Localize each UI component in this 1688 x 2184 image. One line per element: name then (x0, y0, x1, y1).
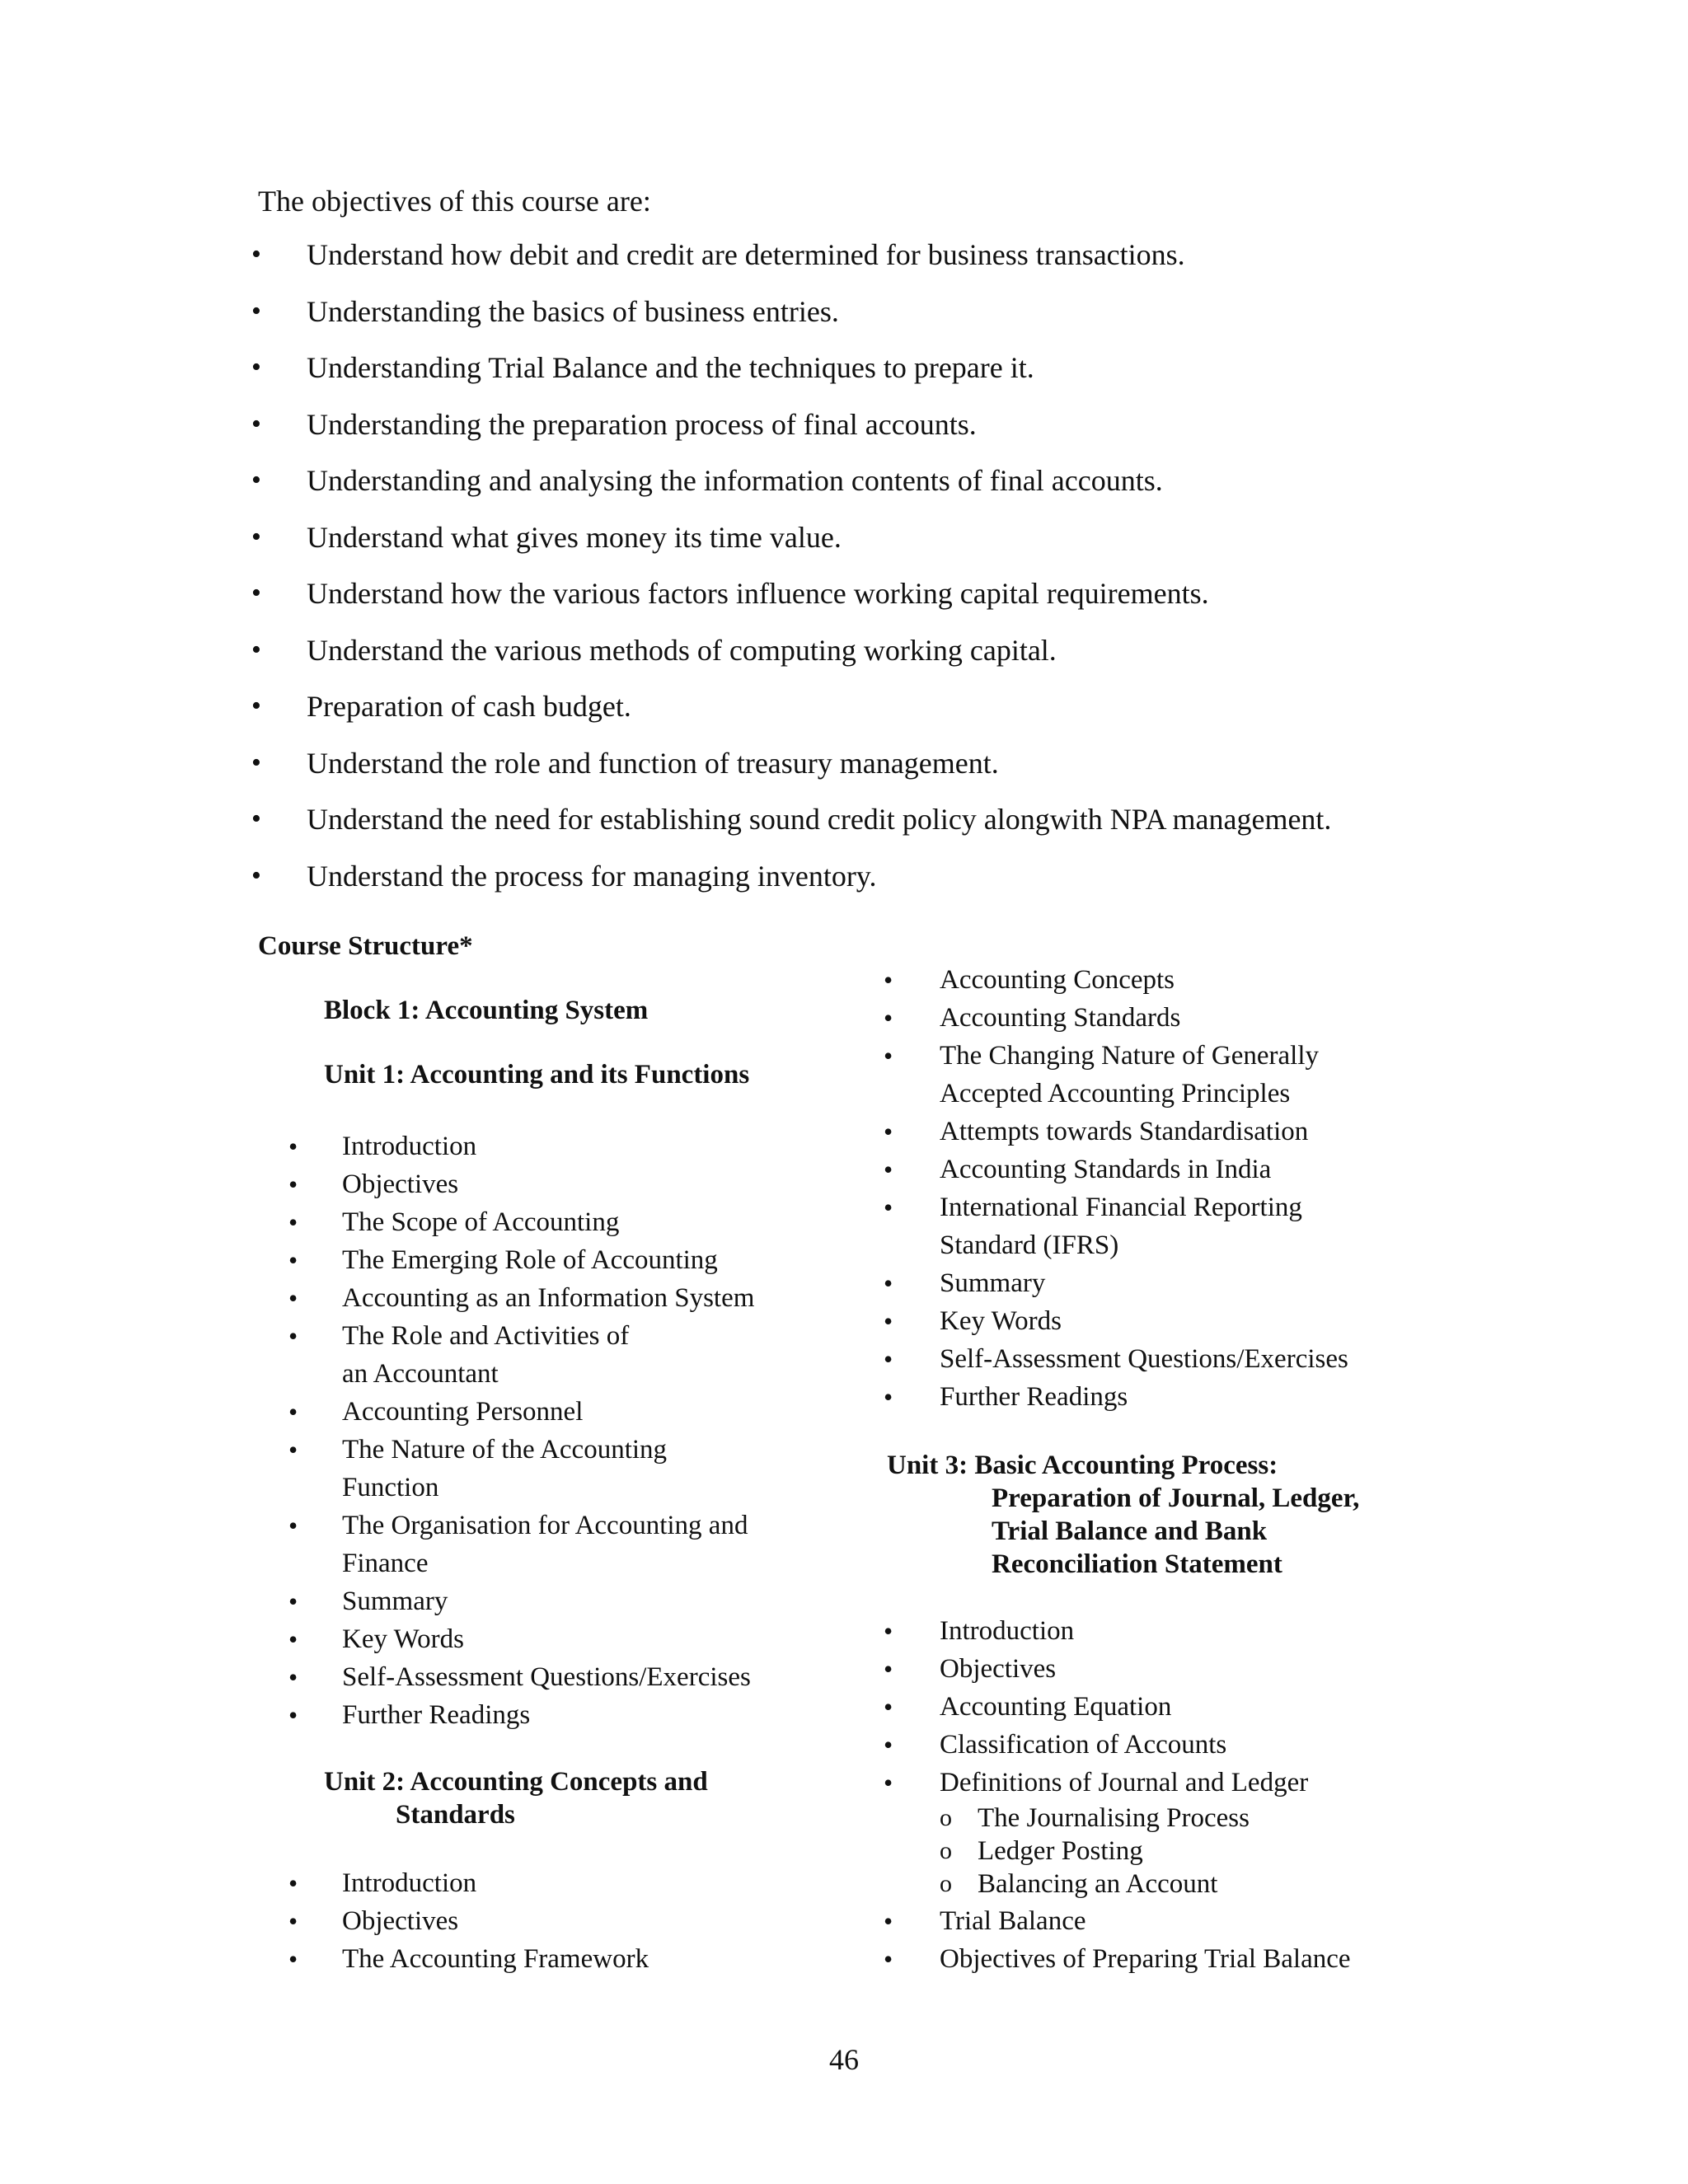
unit3-heading-line1: Unit 3: Basic Accounting Process: (887, 1451, 1278, 1480)
list-item: • Summary (884, 1264, 1428, 1302)
list-item: • The Emerging Role of Accounting (288, 1241, 791, 1279)
list-item: • Introduction (288, 1127, 791, 1165)
list-item: • Objectives (288, 1165, 791, 1203)
objective-item: • Understand how debit and credit are determined for business transactions. (251, 235, 1455, 292)
unit3-heading-line2: Preparation of Journal, Ledger, (992, 1483, 1360, 1513)
list-item: • Accounting as an Information System (288, 1279, 791, 1317)
unit1-heading: Unit 1: Accounting and its Functions (324, 1060, 750, 1090)
objective-item: • Understanding and analysing the information contents of final accounts. (251, 461, 1455, 518)
list-item: • The Scope of Accounting (288, 1203, 791, 1241)
unit2-list-right (884, 961, 1428, 1416)
objective-item: • Understanding the basics of business entries. (251, 292, 1455, 349)
unit3-list-b (884, 1902, 1428, 1978)
list-item: • The Accounting Framework (288, 1940, 791, 1978)
unit3-heading-line4: Reconciliation Statement (992, 1549, 1282, 1579)
page-number: 46 (829, 2043, 859, 2076)
objective-item: • Understand the need for establishing sound credit policy alongwith NPA management. (251, 799, 1455, 856)
list-item: • Key Words (884, 1302, 1428, 1340)
list-item: • Key Words (288, 1620, 791, 1658)
unit3-sublist (940, 1802, 1434, 1900)
list-item: • Attempts towards Standardisation (884, 1113, 1428, 1151)
sub-list-item: o Ledger Posting (940, 1835, 1434, 1868)
list-item: • The Organisation for Accounting and Finance (288, 1507, 787, 1582)
list-item: • Self-Assessment Questions/Exercises (884, 1340, 1428, 1378)
objectives-list (251, 235, 1455, 912)
list-item: • Objectives (884, 1650, 1428, 1688)
objective-item: • Understand the process for managing inventory. (251, 856, 1455, 913)
list-item: • The Nature of the Accounting Function (288, 1431, 705, 1507)
unit3-list-a (884, 1612, 1428, 1802)
unit2-heading-line2: Standards (396, 1800, 515, 1830)
objective-item: • Preparation of cash budget. (251, 687, 1455, 743)
list-item: • Further Readings (288, 1696, 791, 1734)
unit3-heading-line3: Trial Balance and Bank (992, 1516, 1268, 1546)
list-item: • Accounting Standards in India (884, 1151, 1428, 1188)
list-item: • Definitions of Journal and Ledger (884, 1764, 1428, 1802)
list-item: • Summary (288, 1582, 791, 1620)
sub-list-item: o The Journalising Process (940, 1802, 1434, 1835)
list-item: • Accounting Personnel (288, 1393, 791, 1431)
list-item: • Accounting Standards (884, 999, 1428, 1037)
list-item: • Introduction (884, 1612, 1428, 1650)
list-item: • Objectives (288, 1902, 791, 1940)
list-item: • Accounting Concepts (884, 961, 1428, 999)
block1-heading: Block 1: Accounting System (324, 996, 649, 1025)
objective-item: • Understand how the various factors influence working capital requirements. (251, 574, 1455, 630)
list-item: • Trial Balance (884, 1902, 1428, 1940)
list-item: • Objectives of Preparing Trial Balance (884, 1940, 1428, 1978)
unit1-list (288, 1127, 791, 1734)
objective-item: • Understanding Trial Balance and the techniques to prepare it. (251, 348, 1455, 405)
list-item: • Accounting Equation (884, 1688, 1428, 1726)
list-item: • Classification of Accounts (884, 1726, 1428, 1764)
list-item: • Introduction (288, 1864, 791, 1902)
list-item: • International Financial Reporting Standard (IFRS) (884, 1188, 1368, 1264)
unit2-list-left (288, 1864, 791, 1978)
list-item: • Self-Assessment Questions/Exercises (288, 1658, 791, 1696)
objective-item: • Understand what gives money its time value. (251, 518, 1455, 574)
list-item: • The Role and Activities of an Accountant (288, 1317, 655, 1393)
sub-list-item: o Balancing an Account (940, 1868, 1434, 1900)
unit2-heading-line1: Unit 2: Accounting Concepts and (324, 1767, 708, 1797)
objectives-intro: The objectives of this course are: (258, 185, 651, 218)
objective-item: • Understand the role and function of treasury management. (251, 743, 1455, 800)
objective-item: • Understanding the preparation process of final accounts. (251, 405, 1455, 462)
list-item: • The Changing Nature of Generally Accepted Accounting Principles (884, 1037, 1401, 1113)
objective-item: • Understand the various methods of computing working capital. (251, 630, 1455, 687)
list-item: • Further Readings (884, 1378, 1428, 1416)
course-structure-title: Course Structure* (258, 931, 473, 961)
